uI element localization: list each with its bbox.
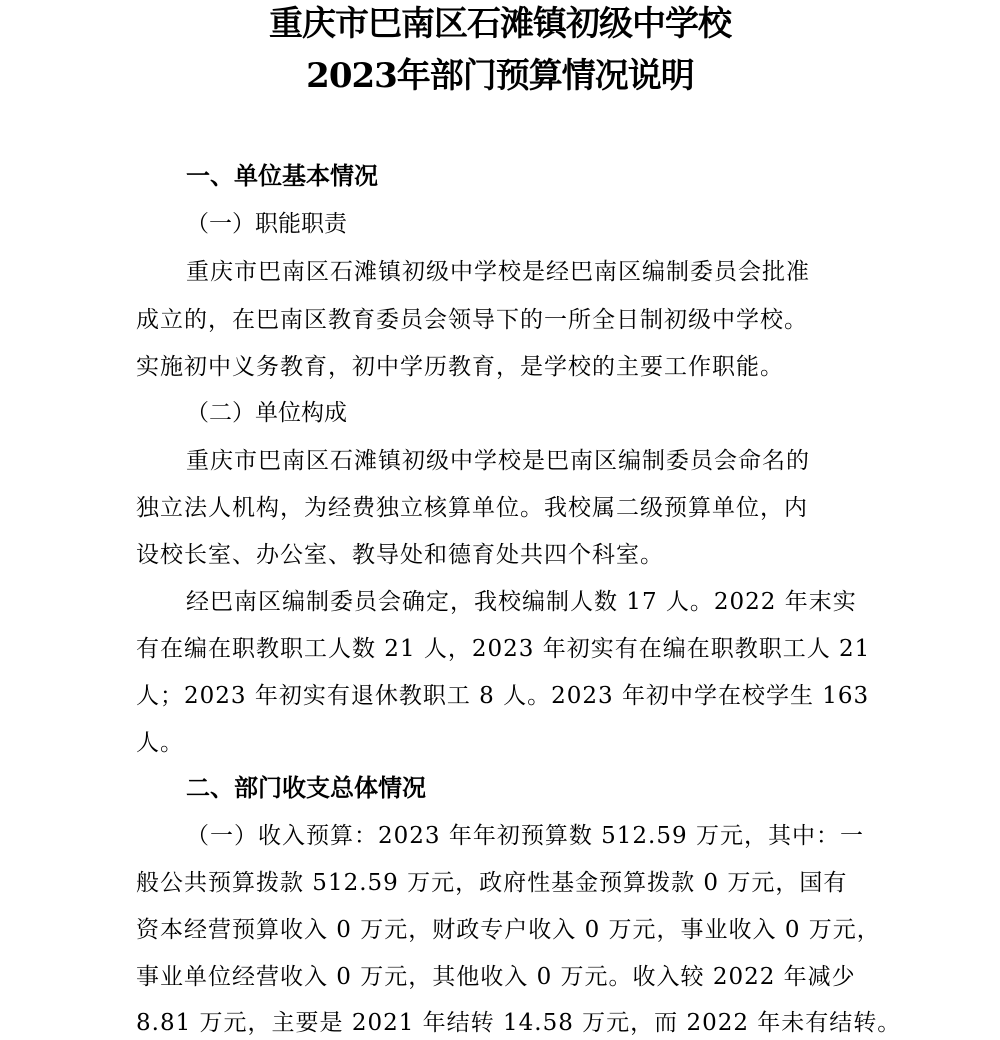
paragraph-line: 独立法人机构，为经费独立核算单位。我校属二级预算单位，内 [136, 495, 808, 521]
document-title-line2: 2023年部门预算情况说明 [306, 56, 694, 96]
section1-sub2-heading: （二）单位构成 [186, 400, 347, 426]
paragraph-line: 人；2023 年初实有退休教职工 8 人。2023 年初中学在校学生 163 [136, 683, 870, 709]
paragraph-line: 资本经营预算收入 0 万元，财政专户收入 0 万元，事业收入 0 万元， [136, 917, 881, 943]
paragraph-line: 重庆市巴南区石滩镇初级中学校是巴南区编制委员会命名的 [186, 448, 810, 474]
section2-heading: 二、部门收支总体情况 [186, 773, 426, 802]
document-title-line1: 重庆市巴南区石滩镇初级中学校 [269, 4, 731, 44]
section1-sub1-heading: （一）职能职责 [186, 211, 347, 237]
paragraph-line: 成立的，在巴南区教育委员会领导下的一所全日制初级中学校。 [136, 307, 808, 333]
paragraph-line: 经巴南区编制委员会确定，我校编制人数 17 人。2022 年末实 [186, 589, 857, 615]
paragraph-line: 8.81 万元，主要是 2021 年结转 14.58 万元，而 2022 年未有结转。 [136, 1010, 902, 1036]
paragraph-line: 实施初中义务教育，初中学历教育，是学校的主要工作职能。 [136, 354, 784, 380]
section1-heading: 一、单位基本情况 [186, 161, 378, 190]
paragraph-line: （一）收入预算：2023 年年初预算数 512.59 万元，其中：一 [186, 823, 864, 849]
paragraph-line: 事业单位经营收入 0 万元，其他收入 0 万元。收入较 2022 年减少 [136, 964, 856, 990]
paragraph-line: 般公共预算拨款 512.59 万元，政府性基金预算拨款 0 万元，国有 [136, 870, 848, 896]
paragraph-line: 设校长室、办公室、教导处和德育处共四个科室。 [136, 542, 664, 568]
paragraph-line: 有在编在职教职工人数 21 人，2023 年初实有在编在职教职工人 21 [136, 636, 871, 662]
paragraph-line: 人。 [136, 730, 184, 756]
paragraph-line: 重庆市巴南区石滩镇初级中学校是经巴南区编制委员会批准 [186, 259, 810, 285]
